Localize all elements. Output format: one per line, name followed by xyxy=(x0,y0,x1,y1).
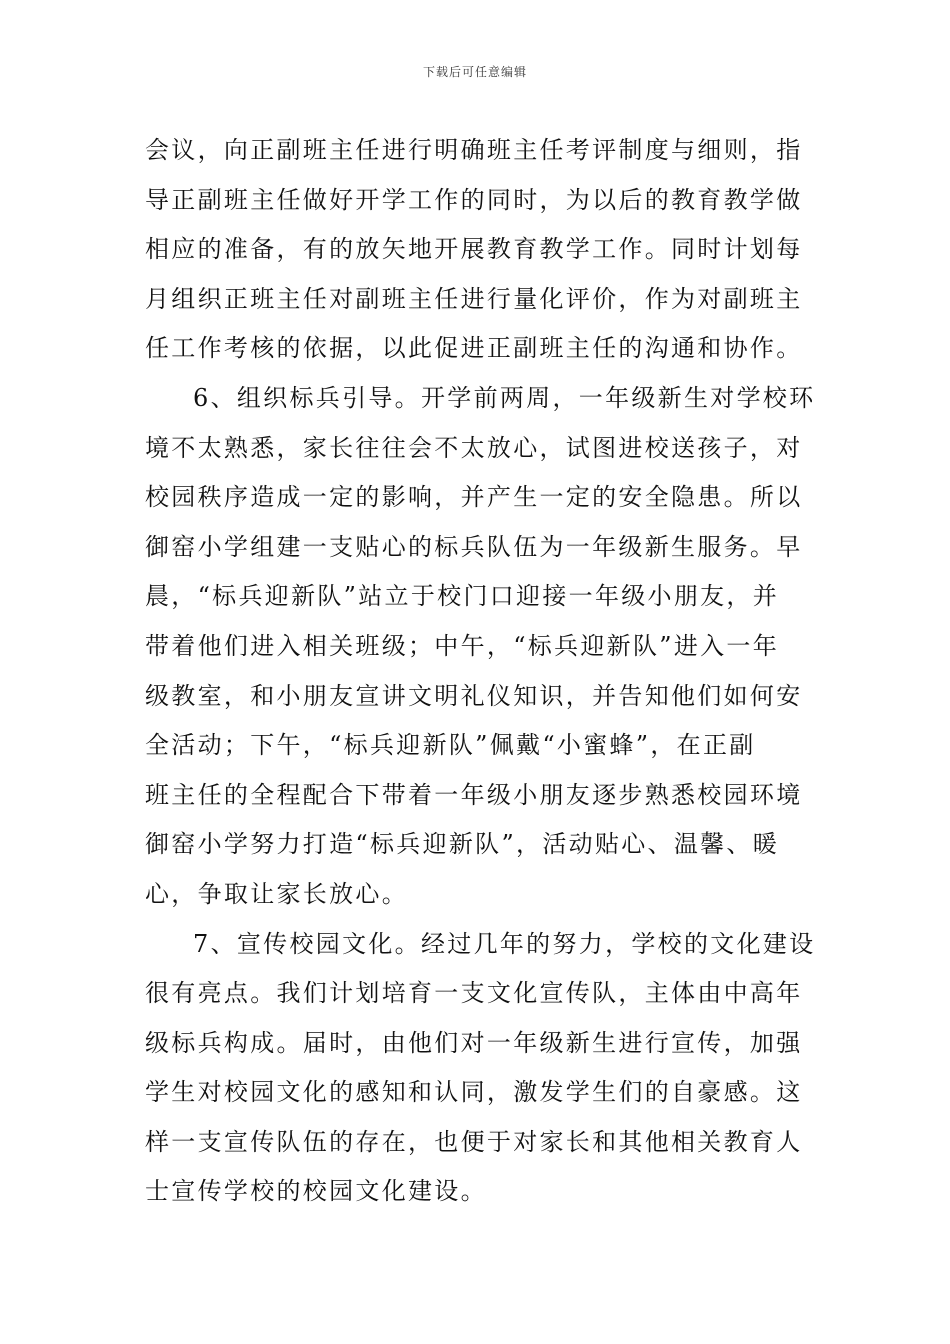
paragraph-start-line: 6、组织标兵引导。开学前两周，一年级新生对学校环 xyxy=(193,383,816,412)
text-line: 境不太熟悉，家长往往会不太放心，试图进校送孩子，对 xyxy=(145,433,803,462)
text-line: 级标兵构成。届时，由他们对一年级新生进行宣传，加强 xyxy=(145,1028,803,1057)
text-line: 士宣传学校的校园文化建设。 xyxy=(145,1177,487,1206)
text-line: 会议，向正副班主任进行明确班主任考评制度与细则，指 xyxy=(145,136,803,164)
text-line: 学生对校园文化的感知和认同，激发学生们的自豪感。这 xyxy=(145,1078,803,1107)
text-line: 校园秩序造成一定的影响，并产生一定的安全隐患。所以 xyxy=(145,483,803,512)
text-line: 级教室，和小朋友宣讲文明礼仪知识，并告知他们如何安 xyxy=(145,681,803,710)
text-line: 御窑小学组建一支贴心的标兵队伍为一年级新生服务。早 xyxy=(145,532,803,561)
text-line: 月组织正班主任对副班主任进行量化评价，作为对副班主 xyxy=(145,284,803,313)
text-line: 心，争取让家长放心。 xyxy=(145,879,408,908)
text-line: 带着他们进入相关班级；中午，“标兵迎新队”进入一年 xyxy=(145,631,780,660)
text-line: 相应的准备，有的放矢地开展教育教学工作。同时计划每 xyxy=(145,235,803,264)
page-header: 下载后可任意编辑 xyxy=(422,65,527,79)
text-line: 全活动；下午，“标兵迎新队”佩戴“小蜜蜂”，在正副 xyxy=(145,731,756,760)
paragraph-start-line: 7、宣传校园文化。经过几年的努力，学校的文化建设 xyxy=(193,929,816,958)
text-line: 御窑小学努力打造“标兵迎新队”，活动贴心、温馨、暖 xyxy=(145,830,780,859)
text-line: 晨，“标兵迎新队”站立于校门口迎接一年级小朋友，并 xyxy=(145,582,780,611)
text-line: 班主任的全程配合下带着一年级小朋友逐步熟悉校园环境 xyxy=(145,780,803,809)
text-line: 样一支宣传队伍的存在，也便于对家长和其他相关教育人 xyxy=(145,1127,803,1156)
text-line: 任工作考核的依据，以此促进正副班主任的沟通和协作。 xyxy=(145,334,803,363)
text-line: 很有亮点。我们计划培育一支文化宣传队，主体由中高年 xyxy=(145,979,803,1008)
document-body xyxy=(145,126,825,1217)
text-line: 导正副班主任做好开学工作的同时，为以后的教育教学做 xyxy=(145,185,803,214)
